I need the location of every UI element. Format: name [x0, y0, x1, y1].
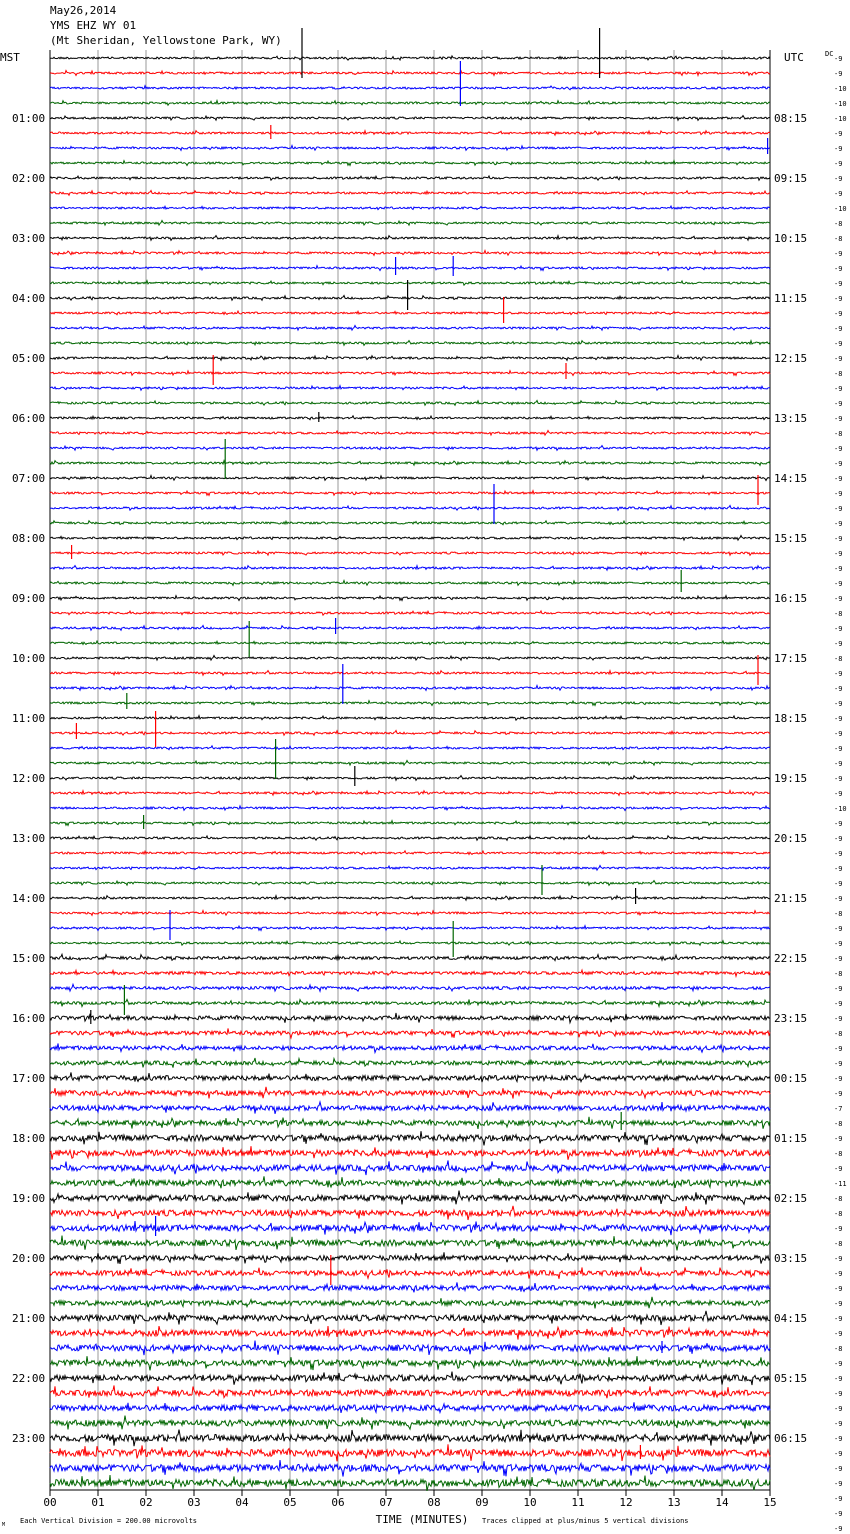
utc-hour-label: 21:15	[774, 892, 808, 905]
dc-offset-label: -9	[834, 280, 843, 288]
seismic-trace	[50, 1416, 770, 1430]
mst-hour-label: 13:00	[12, 832, 46, 845]
seismic-trace	[50, 236, 770, 241]
dc-offset-label: -10	[834, 100, 847, 108]
dc-offset-label: -9	[834, 685, 843, 693]
seismic-trace	[50, 1236, 770, 1251]
utc-hour-label: 16:15	[774, 592, 808, 605]
seismic-trace	[50, 1117, 770, 1129]
seismic-trace	[50, 1161, 770, 1176]
dc-offset-label: -9	[834, 490, 843, 498]
dc-offset-label: -9	[834, 265, 843, 273]
dc-offset-label: -9	[834, 1285, 843, 1293]
seismic-trace	[50, 626, 770, 631]
seismic-trace	[50, 746, 770, 750]
seismic-trace	[50, 911, 770, 916]
utc-hour-label: 19:15	[774, 772, 808, 785]
x-tick-label: 00	[43, 1496, 57, 1509]
corner-mark: M	[2, 1522, 6, 1528]
dc-offset-label: -9	[834, 1510, 843, 1518]
seismic-trace	[50, 1311, 770, 1325]
mst-hour-label: 21:00	[12, 1312, 46, 1325]
seismic-trace	[50, 1206, 770, 1220]
seismic-trace	[50, 431, 770, 436]
seismic-trace	[50, 941, 770, 946]
x-tick-label: 04	[235, 1496, 249, 1509]
dc-offset-label: -9	[834, 1525, 843, 1533]
dc-offset-label: -9	[834, 1000, 843, 1008]
seismic-trace	[50, 566, 770, 571]
dc-offset-label: -9	[834, 55, 843, 63]
x-tick-label: 10	[523, 1496, 537, 1509]
dc-offset-label: -9	[834, 670, 843, 678]
mst-hour-label: 02:00	[12, 172, 46, 185]
x-tick-label: 02	[139, 1496, 153, 1509]
mst-hour-label: 07:00	[12, 472, 46, 485]
dc-offset-label: -9	[834, 325, 843, 333]
mst-hour-label: 09:00	[12, 592, 46, 605]
dc-offset-label: -9	[834, 1420, 843, 1428]
dc-offset-label: -9	[834, 310, 843, 318]
mst-hour-label: 06:00	[12, 412, 46, 425]
dc-offset-label: -8	[834, 655, 843, 663]
header-station: YMS EHZ WY 01	[50, 19, 137, 32]
dc-offset-label: -9	[834, 355, 843, 363]
seismic-trace	[50, 1191, 770, 1205]
dc-offset-label: -10	[834, 85, 847, 93]
utc-hour-label: 13:15	[774, 412, 808, 425]
utc-hour-label: 09:15	[774, 172, 808, 185]
dc-offset-label: -9	[834, 1375, 843, 1383]
dc-offset-label: -9	[834, 1090, 843, 1098]
seismic-trace	[50, 56, 770, 60]
dc-offset-label: -9	[834, 1495, 843, 1503]
seismic-trace	[50, 954, 770, 960]
dc-offset-label: -9	[834, 1015, 843, 1023]
dc-offset-label: -9	[834, 1045, 843, 1053]
x-tick-label: 13	[667, 1496, 681, 1509]
seismic-trace	[50, 1146, 770, 1160]
dc-offset-label: -9	[834, 880, 843, 888]
seismic-trace	[50, 1297, 770, 1309]
seismic-trace	[50, 101, 770, 106]
dc-offset-label: -9	[834, 745, 843, 753]
mst-hour-label: 22:00	[12, 1372, 46, 1385]
dc-offset-label: -8	[834, 430, 843, 438]
dc-offset-label: -11	[834, 1180, 847, 1188]
seismic-trace	[50, 1475, 770, 1491]
seismic-trace	[50, 326, 770, 331]
x-tick-label: 09	[475, 1496, 489, 1509]
dc-offset-label: -9	[834, 1360, 843, 1368]
seismic-trace	[50, 970, 770, 976]
x-tick-label: 05	[283, 1496, 297, 1509]
dc-offset-label: -9	[834, 415, 843, 423]
seismic-trace	[50, 1028, 770, 1038]
utc-hour-label: 00:15	[774, 1072, 808, 1085]
dc-offset-label: -10	[834, 115, 847, 123]
dc-offset-label: -9	[834, 625, 843, 633]
utc-hour-label: 20:15	[774, 832, 808, 845]
utc-hour-label: 02:15	[774, 1192, 808, 1205]
dc-offset-label: -8	[834, 1345, 843, 1353]
seismic-trace	[50, 206, 770, 210]
x-tick-label: 11	[571, 1496, 585, 1509]
seismic-trace	[50, 281, 770, 286]
dc-offset-label: -8	[834, 370, 843, 378]
seismic-trace	[50, 401, 770, 406]
dc-offset-label: -9	[834, 850, 843, 858]
dc-offset-label: -9	[834, 1405, 843, 1413]
utc-hour-label: 04:15	[774, 1312, 808, 1325]
seismic-trace	[50, 611, 770, 615]
x-tick-label: 12	[619, 1496, 633, 1509]
seismic-trace	[50, 446, 770, 451]
seismic-trace	[50, 1444, 770, 1461]
utc-hour-label: 23:15	[774, 1012, 808, 1025]
dc-offset-label: -9	[834, 865, 843, 873]
mst-hour-label: 14:00	[12, 892, 46, 905]
utc-hour-label: 03:15	[774, 1252, 808, 1265]
seismic-trace	[50, 806, 770, 811]
seismic-trace	[50, 1058, 770, 1068]
dc-offset-label: -9	[834, 595, 843, 603]
seismic-trace	[50, 761, 770, 766]
dc-offset-label: -8	[834, 1120, 843, 1128]
seismic-trace	[50, 176, 770, 180]
mst-hour-label: 12:00	[12, 772, 46, 785]
seismic-trace	[50, 311, 770, 315]
dc-offset-label: -9	[834, 640, 843, 648]
seismic-trace	[50, 1102, 770, 1114]
dc-offset-label: -8	[834, 610, 843, 618]
seismic-trace	[50, 356, 770, 361]
dc-offset-label: -9	[834, 985, 843, 993]
seismic-trace	[50, 1176, 770, 1188]
seismic-trace	[50, 266, 770, 271]
seismic-trace	[50, 701, 770, 706]
seismic-trace	[50, 71, 770, 76]
mst-hour-label: 16:00	[12, 1012, 46, 1025]
seismic-trace	[50, 521, 770, 525]
dc-offset-label: -8	[834, 1240, 843, 1248]
seismic-trace	[50, 1326, 770, 1340]
seismic-trace	[50, 1430, 770, 1447]
dc-offset-label: -8	[834, 910, 843, 918]
utc-hour-label: 11:15	[774, 292, 808, 305]
dc-offset-label: -10	[834, 805, 847, 813]
dc-offset-label: -8	[834, 1030, 843, 1038]
mst-hour-label: 08:00	[12, 532, 46, 545]
dc-offset-label: -9	[834, 955, 843, 963]
dc-offset-label: -9	[834, 1330, 843, 1338]
seismic-trace	[50, 1460, 770, 1477]
utc-hour-label: 14:15	[774, 472, 808, 485]
dc-offset-label: -9	[834, 1390, 843, 1398]
seismic-trace	[50, 191, 770, 196]
dc-offset-label: -9	[834, 1480, 843, 1488]
seismic-trace	[50, 251, 770, 256]
seismic-trace	[50, 146, 770, 151]
dc-offset-label: -9	[834, 520, 843, 528]
dc-offset-label: -9	[834, 1435, 843, 1443]
dc-offset-label: -9	[834, 340, 843, 348]
dc-offset-label: -9	[834, 475, 843, 483]
utc-hour-label: 12:15	[774, 352, 808, 365]
dc-offset-label: -8	[834, 220, 843, 228]
mst-hour-label: 18:00	[12, 1132, 46, 1145]
mst-hour-label: 19:00	[12, 1192, 46, 1205]
dc-offset-label: -9	[834, 1270, 843, 1278]
dc-offset-label: -9	[834, 895, 843, 903]
mst-hour-label: 17:00	[12, 1072, 46, 1085]
mst-hour-label: 04:00	[12, 292, 46, 305]
seismic-trace	[50, 116, 770, 121]
seismic-trace	[50, 984, 770, 991]
header-date: May26,2014	[50, 4, 117, 17]
dc-offset-label: -9	[834, 715, 843, 723]
dc-offset-label: -9	[834, 1450, 843, 1458]
dc-offset-label: -9	[834, 550, 843, 558]
utc-hour-label: 18:15	[774, 712, 808, 725]
mst-hour-label: 10:00	[12, 652, 46, 665]
dc-offset-label: -9	[834, 1075, 843, 1083]
seismic-trace	[50, 386, 770, 391]
dc-offset-label: -8	[834, 970, 843, 978]
seismic-trace	[50, 551, 770, 555]
mst-hour-label: 05:00	[12, 352, 46, 365]
seismic-trace	[50, 836, 770, 841]
mst-hour-label: 11:00	[12, 712, 46, 725]
dc-offset-label: -9	[834, 175, 843, 183]
seismic-trace	[50, 1282, 770, 1292]
seismic-trace	[50, 851, 770, 855]
seismic-trace	[50, 536, 770, 541]
seismic-trace	[50, 866, 770, 871]
seismic-trace	[50, 416, 770, 420]
x-tick-label: 03	[187, 1496, 201, 1509]
dc-offset-label: -9	[834, 295, 843, 303]
seismic-trace	[50, 641, 770, 645]
scale-note: Each Vertical Division = 200.00 microvolts	[20, 1517, 198, 1525]
seismic-trace	[50, 731, 770, 736]
dc-offset-label: -9	[834, 385, 843, 393]
dc-offset-label: -9	[834, 1465, 843, 1473]
utc-hour-label: 05:15	[774, 1372, 808, 1385]
seismic-trace	[50, 1043, 770, 1052]
dc-label: DC	[825, 50, 834, 58]
utc-hour-label: 08:15	[774, 112, 808, 125]
seismic-trace	[50, 686, 770, 691]
x-tick-label: 06	[331, 1496, 345, 1509]
seismic-trace	[50, 1402, 770, 1413]
mst-hour-label: 20:00	[12, 1252, 46, 1265]
clip-note: Traces clipped at plus/minus 5 vertical divisions	[482, 1517, 689, 1525]
dc-offset-label: -9	[834, 730, 843, 738]
seismic-trace	[50, 371, 770, 376]
x-axis-title: TIME (MINUTES)	[375, 1513, 469, 1526]
seismic-trace	[50, 1221, 770, 1235]
utc-hour-label: 10:15	[774, 232, 808, 245]
seismic-trace	[50, 131, 770, 136]
mst-hour-label: 15:00	[12, 952, 46, 965]
dc-offset-label: -9	[834, 1315, 843, 1323]
seismic-trace	[50, 1072, 770, 1082]
seismic-trace	[50, 1386, 770, 1399]
dc-offset-label: -9	[834, 580, 843, 588]
dc-offset-label: -9	[834, 1060, 843, 1068]
mst-axis-label: MST	[0, 51, 20, 64]
dc-offset-label: -8	[834, 235, 843, 243]
dc-offset-label: -8	[834, 1210, 843, 1218]
dc-offset-label: -10	[834, 205, 847, 213]
dc-offset-label: -9	[834, 400, 843, 408]
dc-offset-label: -8	[834, 1150, 843, 1158]
utc-axis-label: UTC	[784, 51, 804, 64]
dc-offset-label: -9	[834, 820, 843, 828]
dc-offset-label: -9	[834, 445, 843, 453]
utc-hour-label: 15:15	[774, 532, 808, 545]
seismic-trace	[50, 461, 770, 466]
seismic-trace	[50, 506, 770, 511]
dc-offset-label: -9	[834, 250, 843, 258]
mst-hour-label: 03:00	[12, 232, 46, 245]
seismic-trace	[50, 1372, 770, 1385]
seismic-trace	[50, 1267, 770, 1279]
seismic-trace	[50, 86, 770, 90]
mst-hour-label: 23:00	[12, 1432, 46, 1445]
dc-offset-label: -8	[834, 1195, 843, 1203]
x-tick-label: 08	[427, 1496, 441, 1509]
x-tick-label: 01	[91, 1496, 105, 1509]
dc-offset-label: -9	[834, 835, 843, 843]
seismic-trace	[50, 491, 770, 496]
seismic-trace	[50, 821, 770, 826]
seismic-trace	[50, 1087, 770, 1099]
utc-hour-label: 22:15	[774, 952, 808, 965]
dc-offset-label: -9	[834, 160, 843, 168]
dc-offset-label: -9	[834, 460, 843, 468]
seismic-trace	[50, 926, 770, 931]
seismic-trace	[50, 896, 770, 901]
seismic-trace	[50, 671, 770, 676]
dc-offset-label: -9	[834, 1135, 843, 1143]
dc-offset-label: -9	[834, 190, 843, 198]
seismic-trace	[50, 716, 770, 721]
seismic-trace	[50, 656, 770, 661]
header-location: (Mt Sheridan, Yellowstone Park, WY)	[50, 34, 282, 47]
mst-hour-label: 01:00	[12, 112, 46, 125]
utc-hour-label: 17:15	[774, 652, 808, 665]
seismic-trace	[50, 596, 770, 601]
dc-offset-label: -9	[834, 775, 843, 783]
dc-offset-label: -9	[834, 700, 843, 708]
dc-offset-label: -9	[834, 1255, 843, 1263]
dc-offset-label: -9	[834, 565, 843, 573]
dc-offset-label: -9	[834, 925, 843, 933]
seismic-trace	[50, 341, 770, 346]
seismic-trace	[50, 221, 770, 226]
seismic-trace	[50, 1252, 770, 1264]
dc-offset-label: -9	[834, 505, 843, 513]
seismic-trace	[50, 1356, 770, 1370]
dc-offset-label: -9	[834, 70, 843, 78]
x-tick-label: 14	[715, 1496, 729, 1509]
seismic-trace	[50, 476, 770, 481]
dc-offset-label: -9	[834, 1165, 843, 1173]
x-tick-label: 15	[763, 1496, 777, 1509]
dc-offset-label: -9	[834, 130, 843, 138]
dc-offset-label: -9	[834, 940, 843, 948]
seismic-trace	[50, 776, 770, 781]
dc-offset-label: -9	[834, 790, 843, 798]
utc-hour-label: 01:15	[774, 1132, 808, 1145]
seismic-trace	[50, 1131, 770, 1145]
seismic-trace	[50, 296, 770, 301]
seismic-trace	[50, 881, 770, 886]
utc-hour-label: 06:15	[774, 1432, 808, 1445]
seismic-trace	[50, 581, 770, 586]
dc-offset-label: -9	[834, 760, 843, 768]
x-tick-label: 07	[379, 1496, 393, 1509]
seismic-trace	[50, 1013, 770, 1023]
seismic-trace	[50, 161, 770, 166]
seismic-trace	[50, 791, 770, 796]
dc-offset-label: -9	[834, 1225, 843, 1233]
dc-offset-label: -9	[834, 535, 843, 543]
dc-offset-label: -9	[834, 145, 843, 153]
dc-offset-label: -9	[834, 1300, 843, 1308]
dc-offset-label: -7	[834, 1105, 843, 1113]
seismic-trace	[50, 999, 770, 1006]
